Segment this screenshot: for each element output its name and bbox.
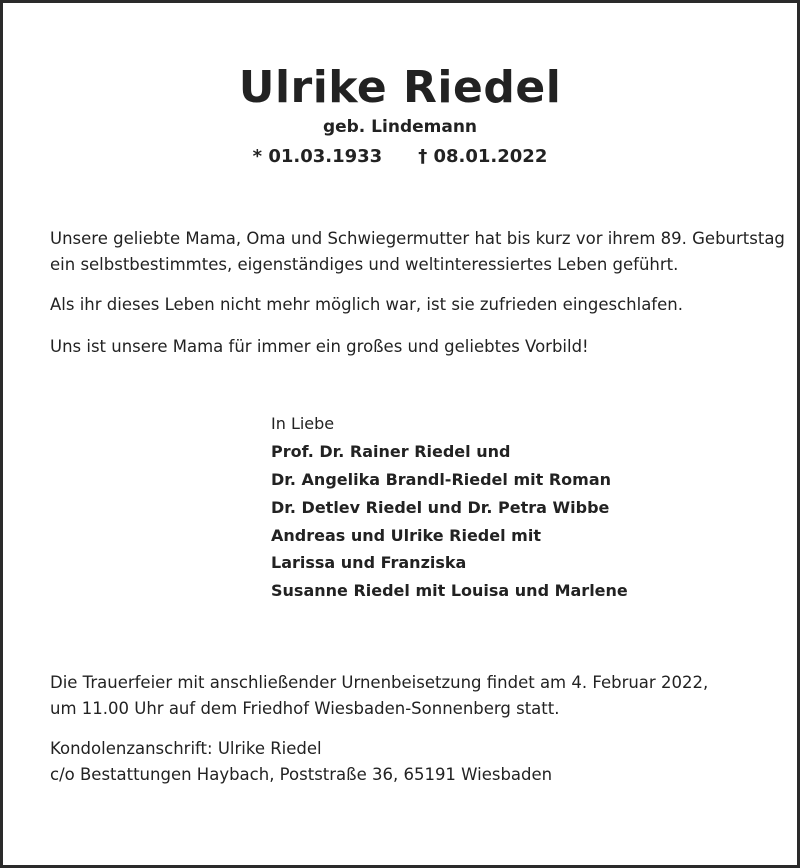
mourner-line: Larissa und Franziska bbox=[271, 553, 467, 572]
condolence-address-line: Kondolenzanschrift: Ulrike Riedel bbox=[50, 739, 322, 758]
maiden-name: geb. Lindemann bbox=[322, 117, 478, 137]
body-text-line: Uns ist unsere Mama für immer ein großes und geliebtes Vorbild! bbox=[50, 337, 589, 356]
death-date: † 08.01.2022 bbox=[418, 146, 548, 167]
body-text-line: Unsere geliebte Mama, Oma und Schwiegermutter hat bis kurz vor ihrem 89. Geburtstag bbox=[50, 229, 785, 248]
birth-date: * 01.03.1933 bbox=[252, 146, 383, 167]
deceased-name: Ulrike Riedel bbox=[238, 62, 562, 113]
signoff-intro: In Liebe bbox=[271, 414, 335, 433]
mourner-line: Andreas und Ulrike Riedel mit bbox=[271, 526, 541, 545]
funeral-info-line: um 11.00 Uhr auf dem Friedhof Wiesbaden-Sonnenberg statt. bbox=[50, 699, 560, 718]
mourner-line: Dr. Angelika Brandl-Riedel mit Roman bbox=[271, 470, 612, 489]
funeral-info-line: Die Trauerfeier mit anschließender Urnenbeisetzung findet am 4. Februar 2022, bbox=[50, 673, 709, 692]
body-text-line: Als ihr dieses Leben nicht mehr möglich war, ist sie zufrieden eingeschlafen. bbox=[50, 295, 683, 314]
mourner-line: Prof. Dr. Rainer Riedel und bbox=[271, 442, 511, 461]
life-dates bbox=[0, 146, 800, 167]
mourner-line: Dr. Detlev Riedel und Dr. Petra Wibbe bbox=[271, 498, 610, 517]
body-text-line: ein selbstbestimmtes, eigenständiges und weltinteressiertes Leben geführt. bbox=[50, 255, 679, 274]
condolence-address-line: c/o Bestattungen Haybach, Poststraße 36, 65191 Wiesbaden bbox=[50, 765, 553, 784]
mourner-line: Susanne Riedel mit Louisa und Marlene bbox=[271, 581, 628, 600]
